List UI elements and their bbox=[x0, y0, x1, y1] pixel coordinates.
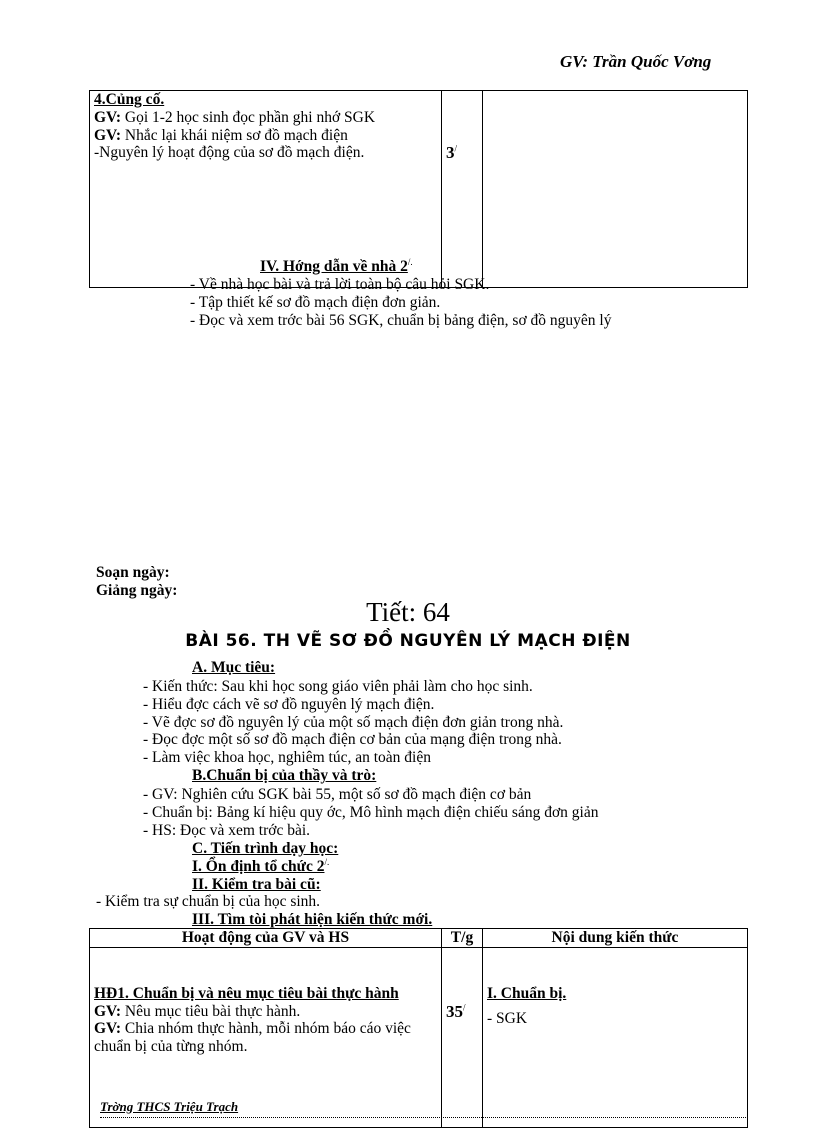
review-item: - Kiểm tra sự chuẩn bị của học sinh. bbox=[96, 893, 321, 910]
objective-item: - Hiểu đợc cách vẽ sơ đồ nguyên lý mạch điện. bbox=[143, 695, 435, 713]
stabilize-title: I. Ổn định tổ chức 2/. bbox=[192, 857, 330, 876]
footer-divider bbox=[100, 1117, 746, 1118]
lesson-title: BÀI 56. TH VẼ SƠ ĐỒ NGUYÊN LÝ MẠCH ĐIỆN bbox=[185, 631, 631, 651]
teacher-name: GV: Trần Quốc Vơng bbox=[560, 52, 712, 71]
procedure-title: C. Tiến trình dạy học: bbox=[192, 840, 339, 857]
objective-item: - Kiến thức: Sau khi học song giáo viên phải làm cho học sinh. bbox=[143, 678, 533, 695]
consolidation-content bbox=[483, 91, 748, 288]
objectives-list bbox=[143, 678, 563, 767]
school-name: Trờng THCS Triệu Trạch bbox=[100, 1099, 239, 1114]
preparation-title: B.Chuẩn bị của thầy và trò: bbox=[192, 767, 377, 784]
preparation-item: - Chuẩn bị: Bảng kí hiệu quy ớc, Mô hình mạch điện chiếu sáng đơn giản bbox=[143, 803, 599, 821]
objective-item: - Làm việc khoa học, nghiêm túc, an toàn điện bbox=[143, 749, 431, 767]
homework-list bbox=[190, 276, 611, 329]
homework-title: IV. Hớng dẫn về nhà 2/. bbox=[260, 257, 413, 276]
new-knowledge-title: III. Tìm tòi phát hiện kiến thức mới. bbox=[192, 911, 433, 928]
homework-item: - Đọc và xem trớc bài 56 SGK, chuẩn bị bảng điện, sơ đồ nguyên lý bbox=[190, 311, 612, 329]
header-content: Nội dung kiến thức bbox=[483, 929, 748, 948]
preparation-item: - GV: Nghiên cứu SGK bài 55, một số sơ đồ mạch điện cơ bản bbox=[143, 786, 532, 803]
activity-line: GV: Chia nhóm thực hành, mỗi nhóm báo cáo việc chuẩn bị của từng nhóm. bbox=[94, 1020, 411, 1056]
objective-item: - Đọc đợc một số sơ đồ mạch điện cơ bản của mạng điện trong nhà. bbox=[143, 731, 562, 749]
activity-table bbox=[89, 928, 748, 1128]
activity-time: 35/ bbox=[442, 947, 483, 1127]
content-cell bbox=[483, 947, 748, 1127]
objective-item: - Vẽ đợc sơ đồ nguyên lý của một số mạch điện đơn giản trong nhà. bbox=[143, 713, 564, 731]
consolidation-time: 3/ bbox=[442, 91, 483, 288]
objectives-title: A. Mục tiêu: bbox=[192, 659, 276, 676]
content-title: I. Chuẩn bị. bbox=[487, 984, 567, 1002]
lesson-number: Tiết: 64 bbox=[366, 597, 450, 627]
consolidation-table bbox=[89, 90, 748, 288]
consolidation-line: -Nguyên lý hoạt động của sơ đồ mạch điện. bbox=[94, 144, 365, 162]
prepare-date: Soạn ngày: bbox=[96, 564, 170, 581]
teach-date: Giảng ngày: bbox=[96, 582, 178, 599]
homework-item: - Tập thiết kế sơ đồ mạch điện đơn giản. bbox=[190, 293, 441, 311]
preparation-list bbox=[143, 786, 598, 839]
activity-line: GV: Nêu mục tiêu bài thực hành. bbox=[94, 1002, 301, 1020]
review-title: II. Kiểm tra bài cũ: bbox=[192, 876, 321, 893]
header-time: T/g bbox=[442, 929, 483, 948]
preparation-item: - HS: Đọc và xem trớc bài. bbox=[143, 821, 311, 839]
consolidation-heading: 4.Củng cố. bbox=[94, 91, 165, 108]
consolidation-line: GV: Gọi 1-2 học sinh đọc phần ghi nhớ SGK bbox=[94, 108, 376, 126]
consolidation-line: GV: Nhắc lại khái niệm sơ đồ mạch điện bbox=[94, 126, 348, 144]
content-item: - SGK bbox=[487, 1009, 528, 1027]
activity-title: HĐ1. Chuẩn bị và nêu mục tiêu bài thực hành bbox=[94, 984, 399, 1002]
homework-item: - Về nhà học bài và trả lời toàn bộ câu hỏi SGK. bbox=[190, 276, 490, 293]
header-activity: Hoạt động của GV và HS bbox=[90, 929, 442, 948]
